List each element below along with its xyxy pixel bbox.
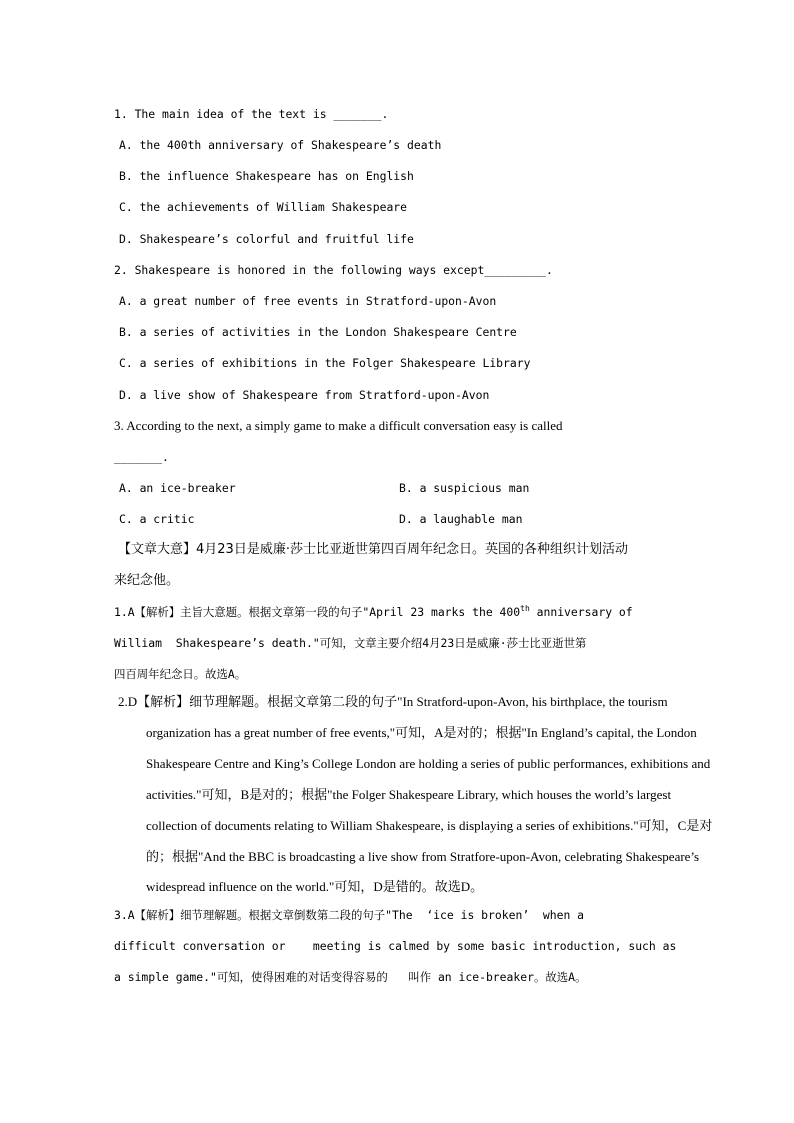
question-2-option-d: D. a live show of Shakespeare from Stratford-upon-Avon (119, 388, 490, 402)
question-3-option-b: B. a suspicious man (399, 481, 530, 495)
question-1-option-a: A. the 400th anniversary of Shakespeare’s death (119, 138, 442, 152)
question-1-stem: 1. The main idea of the text is _______. (114, 107, 389, 121)
question-2-stem: 2. Shakespeare is honored in the following ways except_________. (114, 263, 553, 277)
analysis-2-line-3: Shakespeare Centre and King’s College London are holding a series of public performances, exhibitions and (146, 756, 711, 771)
question-2-option-b: B. a series of activities in the London Shakespeare Centre (119, 325, 517, 339)
question-1-option-d: D. Shakespeare’s colorful and fruitful life (119, 232, 414, 246)
question-3-stem-cont: _______. (114, 450, 169, 464)
question-3-stem: 3. According to the next, a simply game to make a difficult conversation easy is called (114, 418, 563, 433)
analysis-1-line-3: 四百周年纪念日。故选A。 (114, 667, 247, 681)
question-2-option-c: C. a series of exhibitions in the Folger Shakespeare Library (119, 356, 531, 370)
analysis-3-line-3: a simple game."可知，使得困难的对话变得容易的 叫作 an ice-breaker。故选A。 (114, 970, 587, 984)
question-3-option-a: A. an ice-breaker (119, 481, 236, 495)
question-3-option-d: D. a laughable man (399, 512, 523, 526)
analysis-2-line-5: collection of documents relating to William Shakespeare, is displaying a series of exhibitions."可知，C是对 (146, 818, 713, 833)
analysis-2-line-7: widespread influence on the world."可知，D是错的。故选D。 (146, 879, 484, 894)
analysis-1-text-a: 1.A【解析】主旨大意题。根据文章第一段的句子"April 23 marks the 400 (114, 605, 521, 619)
summary-line-1: 【文章大意】4月23日是威廉·莎士比亚逝世第四百周年纪念日。英国的各种组织计划活动 (118, 542, 628, 557)
question-1-option-c: C. the achievements of William Shakespeare (119, 200, 408, 214)
summary-line-2: 来纪念他。 (114, 573, 180, 588)
analysis-2-line-2: organization has a great number of free events,"可知，A是对的；根据"In England’s capital, the London (146, 725, 697, 740)
analysis-2-line-6: 的；根据"And the BBC is broadcasting a live show from Stratfore-upon-Avon, celebrating Shakespeare’s (146, 849, 700, 864)
analysis-3-line-1: 3.A【解析】细节理解题。根据文章倒数第二段的句子"The ‘ice is broken’ when a (114, 908, 585, 922)
question-2-option-a: A. a great number of free events in Stratford-upon-Avon (119, 294, 497, 308)
analysis-2-line-4: activities."可知，B是对的；根据"the Folger Shakespeare Library, which houses the world’s largest (146, 787, 672, 802)
analysis-1-line-2: William Shakespeare’s death."可知，文章主要介绍4月23日是威廉·莎士比亚逝世第 (114, 636, 587, 650)
analysis-1-superscript: th (520, 604, 530, 614)
analysis-1-line-1 (114, 604, 633, 620)
question-3-option-c: C. a critic (119, 512, 195, 526)
analysis-2-line-1: 2.D【解析】细节理解题。根据文章第二段的句子"In Stratford-upon-Avon, his birthplace, the tourism (118, 694, 668, 709)
question-1-option-b: B. the influence Shakespeare has on English (119, 169, 414, 183)
analysis-3-line-2: difficult conversation or meeting is calmed by some basic introduction, such as (114, 939, 677, 953)
analysis-1-text-b: anniversary of (529, 605, 633, 619)
